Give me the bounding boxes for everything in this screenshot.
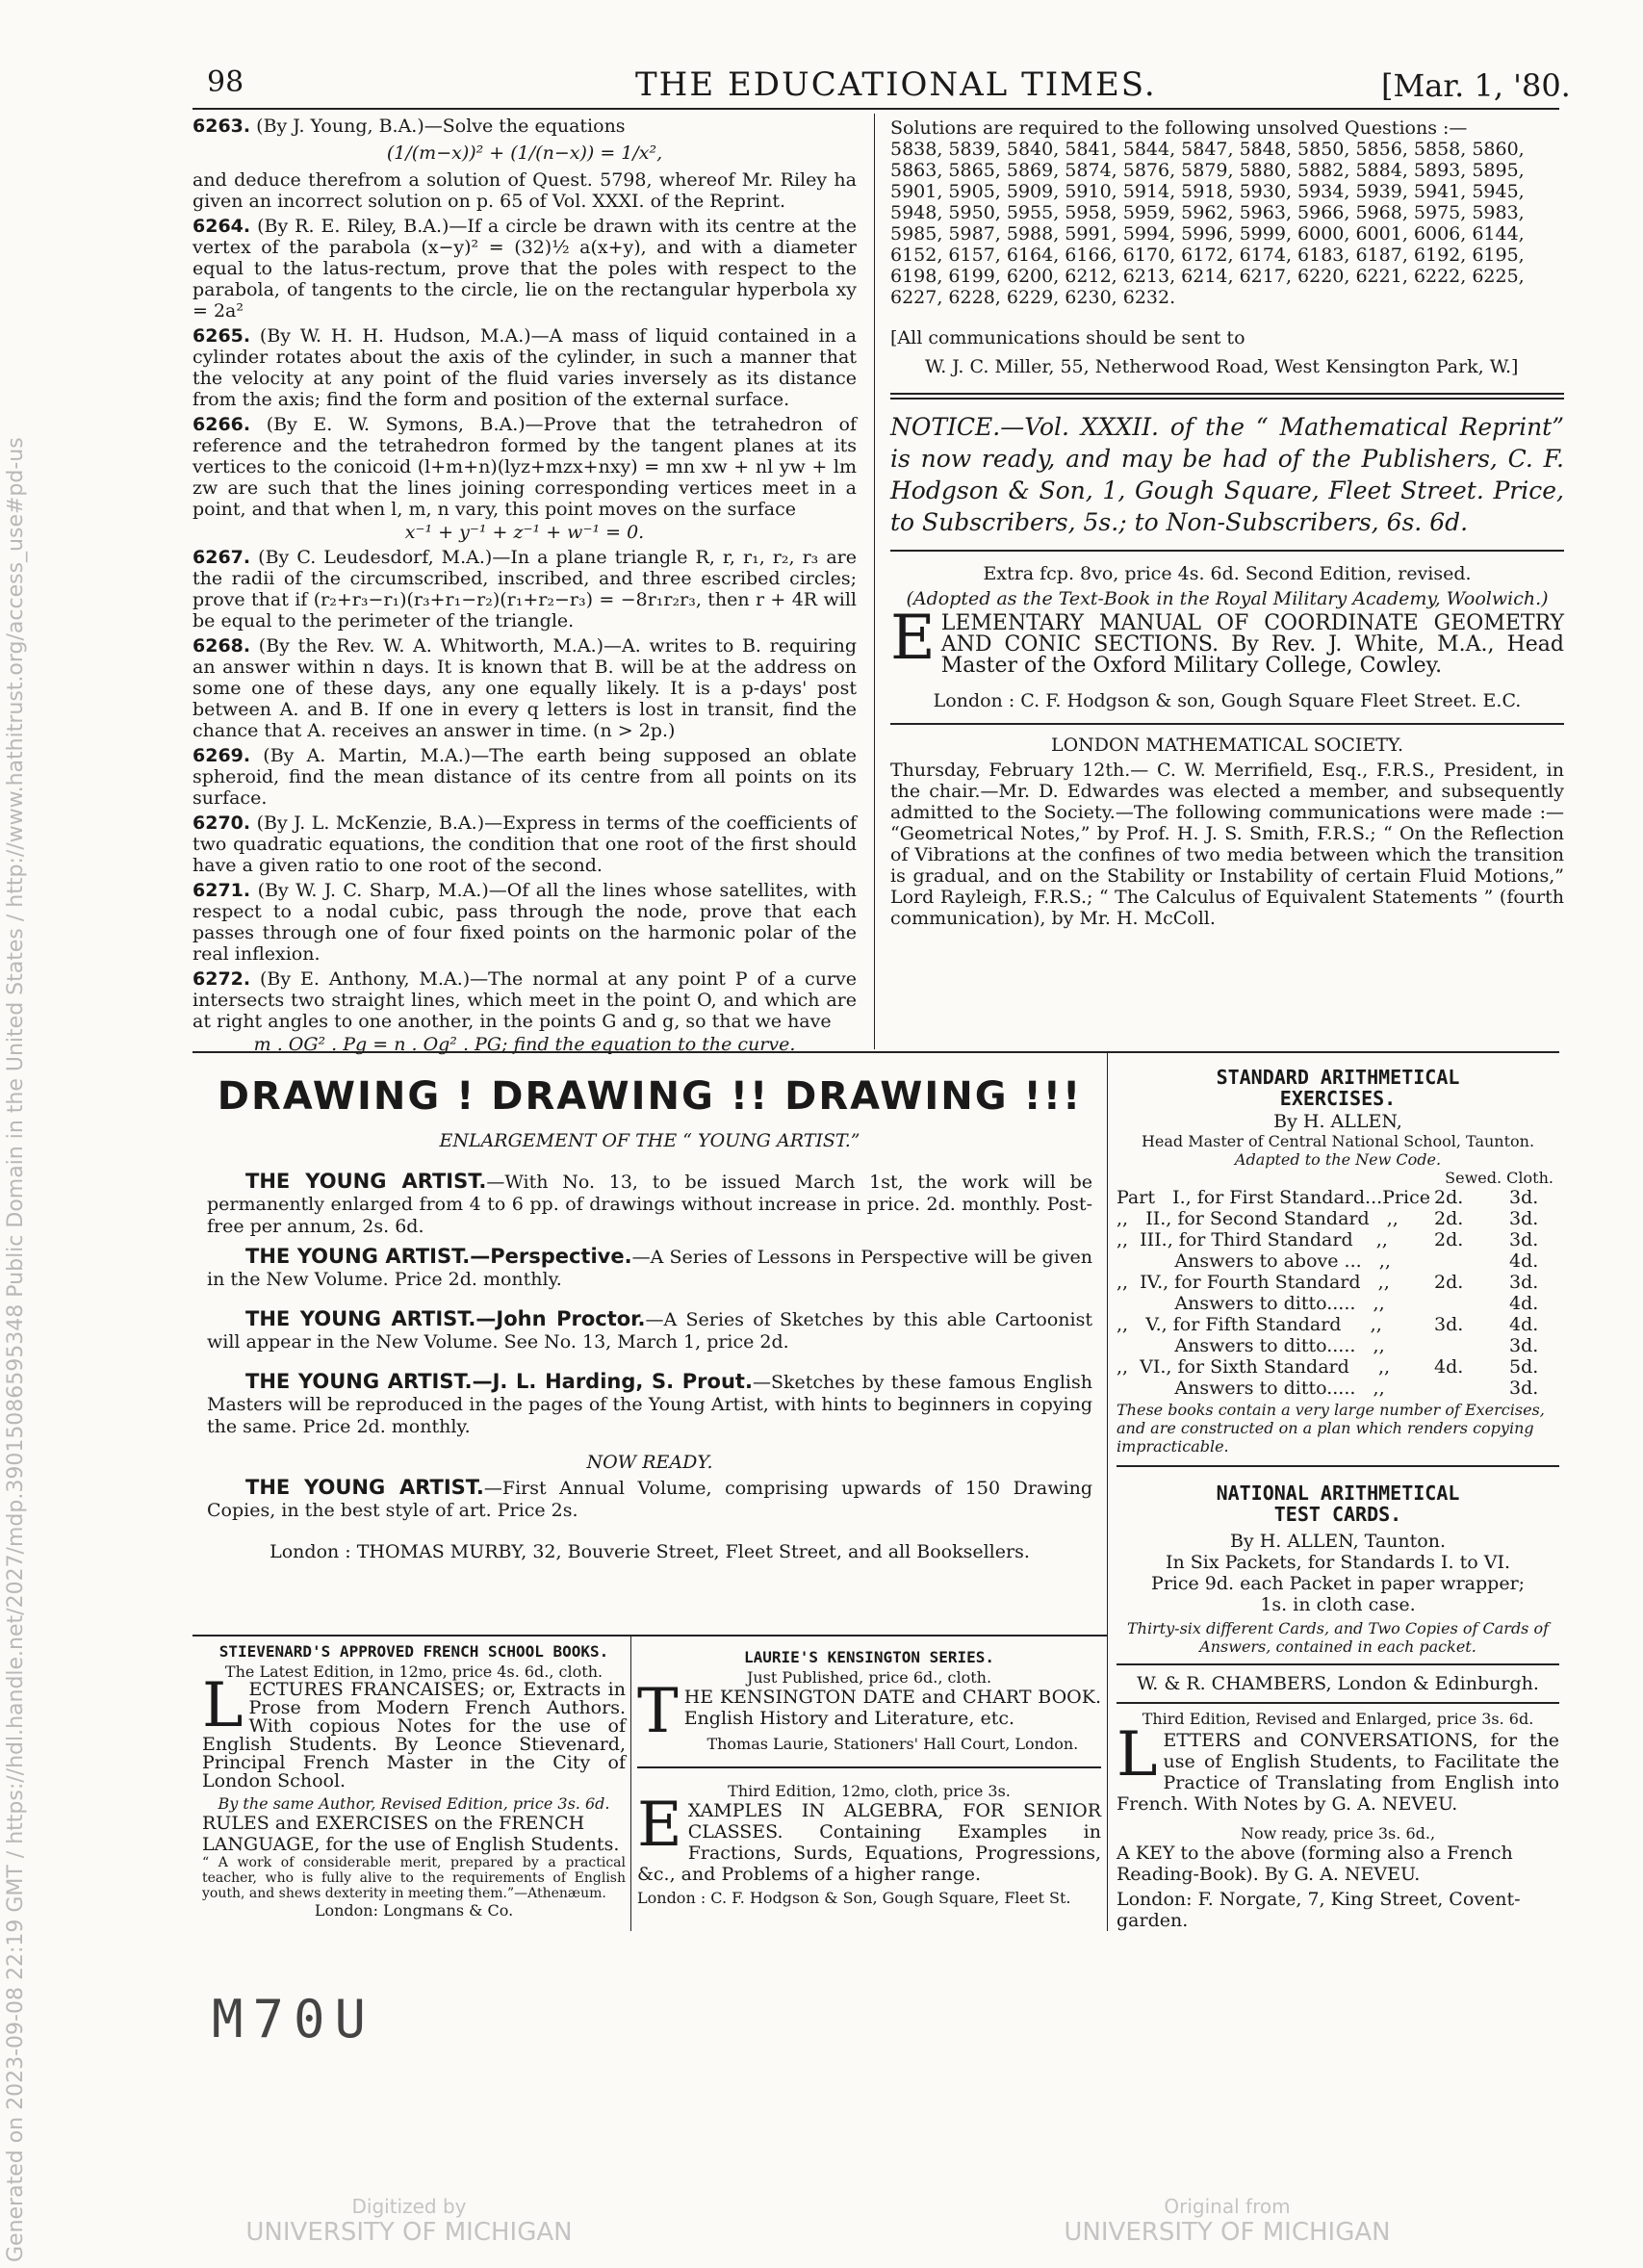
section-rule — [890, 723, 1564, 725]
standard-title: STANDARD ARITHMETICAL — [1216, 1066, 1460, 1089]
section-rule — [890, 550, 1564, 552]
price-row — [1117, 1293, 1559, 1314]
unsolved-line: 5948, 5950, 5955, 5958, 5959, 5962, 5963, 5966, 5968, 5975, 5983, — [890, 202, 1525, 223]
price-cloth: 3d. — [1509, 1335, 1539, 1356]
question-6268: 6268. (By the Rev. W. A. Whitworth, M.A.)—A. writes to B. requiring an answer within n days. It is known that B. will be at the address on some one of these days, any one equally likely. It is a p-days' post between A. and B. If one in every q letters is lost in transit, find the chance that A. receives an answer in time. (n > 2p.) — [193, 635, 857, 741]
section-rule — [193, 1635, 1107, 1637]
drawing-ad — [207, 1067, 1092, 1562]
page-number: 98 — [207, 65, 244, 99]
price-table — [1117, 1187, 1559, 1399]
letters-publisher: London: F. Norgate, 7, King Street, Covent-garden. — [1117, 1889, 1521, 1931]
young-artist-item: THE YOUNG ARTIST.—J. L. Harding, S. Prout.—Sketches by these famous English Masters will be reproduced in the pages of the Young Artist, with hints to beginners in copying the same. Price 2d. monthly. — [207, 1370, 1092, 1437]
question-6269: 6269. (By A. Martin, M.A.)—The earth being supposed an oblate spheroid, find the mean distance of its centre from all points on its surface. — [193, 745, 857, 809]
question-6266: 6266. (By E. W. Symons, B.A.)—Prove that the tetrahedron of reference and the tetrahedron formed by the tangent planes at its vertices to the conicoid (l+m+n)(lyz+mzx+nxy) = mn xw + nl yw + lm zw are such that the lines joining corresponding vertices meet in a point, and that when l, m, n vary, this point moves on the surface — [193, 414, 857, 520]
national-title: TEST CARDS. — [1273, 1503, 1402, 1526]
questions-column — [193, 116, 857, 1055]
equation: x⁻¹ + y⁻¹ + z⁻¹ + w⁻¹ = 0. — [404, 522, 645, 543]
arithmetic-ad — [1117, 1067, 1559, 1931]
unsolved-line: 6152, 6157, 6164, 6166, 6170, 6172, 6174, 6183, 6187, 6192, 6195, — [890, 245, 1525, 266]
column-divider — [1107, 1053, 1108, 1931]
equation: (1/(m−x))² + (1/(n−x)) = 1/x², — [386, 142, 663, 164]
price-row-label: ,, VI., for Sixth Standard ,, — [1117, 1356, 1391, 1378]
question-6271: 6271. (By W. J. C. Sharp, M.A.)—Of all the lines whose satellites, with respect to a nodal cubic, pass through the node, prove that each passes through one of four fixed points on the harmonic polar of the real inflexion. — [193, 880, 858, 965]
issue-date: [Mar. 1, '80. — [1381, 67, 1571, 104]
key-price: Now ready, price 3s. 6d., — [1240, 1824, 1436, 1843]
price-row — [1117, 1250, 1559, 1272]
young-artist-item: THE YOUNG ARTIST.—With No. 13, to be issued March 1st, the work will be permanently enlarged from 4 to 6 pp. of drawings without increase in price. 2d. monthly. Post-free per annum, 2s. 6d. — [207, 1170, 1092, 1237]
section-rule — [193, 1051, 1559, 1053]
now-ready: NOW READY. — [586, 1452, 713, 1473]
letters-ad: LETTERS and CONVERSATIONS, for the use of English Students, to Facilitate the Practice of Translating from English into French. With Notes by G. A. NEVEU. — [1117, 1719, 1559, 1815]
unsolved-line: 5985, 5987, 5988, 5991, 5994, 5996, 5999, 6000, 6001, 6006, 6144, — [890, 223, 1525, 245]
question-6270: 6270. (By J. L. McKenzie, B.A.)—Express in terms of the coefficients of two quadratic equations, the condition that one root of the first should have a given ratio to one root of the second. — [193, 812, 857, 876]
price-cloth: 3d. — [1509, 1208, 1539, 1229]
header-rule — [193, 108, 1559, 110]
drop-cap: L — [1117, 1719, 1158, 1791]
right-column — [890, 117, 1564, 929]
section-rule — [1117, 1702, 1559, 1704]
laurie-ad — [637, 1648, 1101, 1907]
price-row-label: Answers to ditto..... ,, — [1117, 1293, 1385, 1314]
price-row-label: Answers to above ... ,, — [1117, 1250, 1391, 1272]
drop-cap: E — [637, 1790, 682, 1861]
young-artist-item: THE YOUNG ARTIST.—Perspective.—A Series of Lessons in Perspective will be given in the New Volume. Price 2d. monthly. — [207, 1245, 1092, 1290]
price-row — [1117, 1356, 1559, 1378]
young-artist-item: THE YOUNG ARTIST.—John Proctor.—A Series of Sketches by this able Cartoonist will appear in the New Volume. See No. 13, March 1, price 2d. — [207, 1307, 1093, 1353]
young-artist-item: THE YOUNG ARTIST.—First Annual Volume, comprising upwards of 150 Drawing Copies, in the best style of art. Price 2s. — [207, 1476, 1092, 1521]
algebra-publisher: London : C. F. Hodgson & Son, Gough Square, Fleet St. — [637, 1889, 1071, 1907]
national-note: Thirty-six different Cards, and Two Copies of Cards of Answers, contained in each packet. — [1126, 1619, 1550, 1656]
price-sewed: 2d. — [1434, 1272, 1464, 1293]
price-row — [1117, 1208, 1559, 1229]
column-divider — [874, 114, 875, 1049]
manual-edition: Extra fcp. 8vo, price 4s. 6d. Second Edition, revised. — [983, 563, 1472, 584]
question-6263-cont: and deduce therefrom a solution of Quest. 5798, whereof Mr. Riley ha given an incorrect solution on p. 65 of Vol. XXXI. of the Reprint. — [193, 169, 857, 212]
section-rule — [890, 398, 1564, 399]
stievenard-title: STIEVENARD'S APPROVED FRENCH SCHOOL BOOKS. — [218, 1642, 609, 1661]
unsolved-line: 6198, 6199, 6200, 6212, 6213, 6214, 6217, 6220, 6221, 6222, 6225, — [890, 266, 1525, 287]
section-rule — [1117, 1663, 1559, 1665]
national-packets: In Six Packets, for Standards I. to VI. — [1165, 1552, 1511, 1573]
drop-cap: T — [637, 1676, 679, 1747]
drawing-publisher: London : THOMAS MURBY, 32, Bouverie Street, Fleet Street, and all Booksellers. — [270, 1541, 1030, 1562]
price-sewed: 2d. — [1434, 1187, 1464, 1208]
stievenard-edition: The Latest Edition, in 12mo, price 4s. 6d., cloth. — [224, 1662, 603, 1681]
price-cloth: 3d. — [1509, 1229, 1539, 1250]
communications-address: W. J. C. Miller, 55, Netherwood Road, West Kensington Park, W.] — [925, 356, 1519, 377]
price-row-label: ,, III., for Third Standard ,, — [1117, 1229, 1388, 1250]
key-ad: A KEY to the above (forming also a French Reading-Book). By G. A. NEVEU. — [1117, 1843, 1513, 1885]
column-divider — [630, 1637, 631, 1931]
section-rule — [637, 1766, 1101, 1768]
drop-cap: E — [890, 603, 936, 674]
price-cloth: 4d. — [1509, 1293, 1539, 1314]
price-row-label: ,, II., for Second Standard ,, — [1117, 1208, 1399, 1229]
library-stamp: M70U — [212, 1989, 376, 2049]
price-row-label: Part I., for First Standard...Price — [1117, 1187, 1430, 1208]
price-row — [1117, 1187, 1559, 1208]
unsolved-line: 6227, 6228, 6229, 6230, 6232. — [890, 287, 1176, 308]
manual-ad: ELEMENTARY MANUAL OF COORDINATE GEOMETRY AND CONIC SECTIONS. By Rev. J. White, M.A., Head Master of the Oxford Military College, Cowley. — [890, 603, 1564, 678]
access-watermark: Generated on 2023-09-08 22:19 GMT / https://hdl.handle.net/2027/mdp.39015086595348 Public Domain in the United States / http://www.hathitrust.org/access_use#pd-us — [4, 437, 28, 2262]
equation: m . OG² . Pg = n . Og² . PG; find the equation to the curve. — [253, 1034, 796, 1055]
drop-cap: L — [202, 1670, 244, 1741]
price-cloth: 3d. — [1509, 1272, 1539, 1293]
standard-author: By H. ALLEN, — [1273, 1111, 1402, 1132]
question-6263: 6263. (By J. Young, B.A.)—Solve the equations — [193, 116, 626, 137]
unsolved-intro: Solutions are required to the following unsolved Questions :— — [890, 117, 1468, 139]
section-rule — [890, 393, 1564, 395]
standard-master: Head Master of Central National School, Taunton. — [1141, 1132, 1535, 1150]
standard-title: EXERCISES. — [1279, 1087, 1397, 1110]
price-row — [1117, 1272, 1559, 1293]
drawing-subheading: ENLARGEMENT OF THE “ YOUNG ARTIST.” — [439, 1130, 860, 1151]
notice: NOTICE.—Vol. XXXII. of the “ Mathematical Reprint” is now ready, and may be had of the Publishers, C. F. Hodgson & Son, 1, Gough Square, Fleet Street. Price, to Subscribers, 5s.; to Non-Subscribers, 6s. 6d. — [890, 413, 1564, 536]
laurie-title: LAURIE'S KENSINGTON SERIES. — [743, 1648, 995, 1666]
price-cloth: 4d. — [1509, 1250, 1539, 1272]
price-sewed: 3d. — [1434, 1314, 1464, 1335]
price-row-label: Answers to ditto..... ,, — [1117, 1378, 1385, 1399]
price-row — [1117, 1314, 1559, 1335]
question-6272: 6272. (By E. Anthony, M.A.)—The normal at any point P of a curve intersects two straight lines, which meet in the point O, and which are at right angles to one another, in the points G and g, so that we have — [193, 968, 857, 1032]
unsolved-line: 5901, 5905, 5909, 5910, 5914, 5918, 5930, 5934, 5939, 5941, 5945, — [890, 181, 1525, 202]
unsolved-line: 5863, 5865, 5869, 5874, 5876, 5879, 5880, 5882, 5884, 5893, 5895, — [890, 160, 1525, 181]
price-sewed: 2d. — [1434, 1208, 1464, 1229]
manual-publisher: London : C. F. Hodgson & son, Gough Square Fleet Street. E.C. — [933, 690, 1522, 711]
stievenard-ad — [202, 1642, 626, 1920]
same-author: By the same Author, Revised Edition, price 3s. 6d. — [218, 1794, 610, 1813]
lms-title: LONDON MATHEMATICAL SOCIETY. — [1050, 735, 1404, 756]
journal-title: THE EDUCATIONAL TIMES. — [635, 65, 1157, 104]
kensington-ad: THE KENSINGTON DATE and CHART BOOK. English History and Literature, etc. — [637, 1676, 1101, 1747]
athenaeum-quote: “ A work of considerable merit, prepared by a practical teacher, who is fully alive to the requirements of English youth, and shews dexterity in meeting them.”—Athenæum. — [202, 1855, 626, 1901]
rules-ad: RULES and EXERCISES on the FRENCH LANGUAGE, for the use of English Students. — [202, 1813, 620, 1855]
national-price: 1s. in cloth case. — [1260, 1594, 1416, 1615]
price-row — [1117, 1378, 1559, 1399]
section-rule — [1117, 1465, 1559, 1467]
question-6265: 6265. (By W. H. H. Hudson, M.A.)—A mass of liquid contained in a cylinder rotates about the axis of the cylinder, in such a manner that the velocity at any point of the fluid varies inversely as its distance from the axis; find the form and position of the external surface. — [193, 325, 857, 410]
price-cloth: 5d. — [1509, 1356, 1539, 1378]
price-sewed: 4d. — [1434, 1356, 1464, 1378]
national-price: Price 9d. each Packet in paper wrapper; — [1150, 1573, 1526, 1594]
original-from: Original from UNIVERSITY OF MICHIGAN — [1064, 2195, 1391, 2247]
manual-adopted: (Adopted as the Text-Book in the Royal Military Academy, Woolwich.) — [906, 588, 1549, 609]
question-6267: 6267. (By C. Leudesdorf, M.A.)—In a plane triangle R, r, r₁, r₂, r₃ are the radii of the circumscribed, inscribed, and three escribed circles; prove that if (r₂+r₃−r₁)(r₃+r₁−r₂)(r₁+r₂−r₃) = −8r₁r₂r₃, then r + 4R will be equal to the perimeter of the triangle. — [193, 547, 858, 631]
laurie-publisher: Thomas Laurie, Stationers' Hall Court, London. — [706, 1735, 1079, 1753]
lms-body: Thursday, February 12th.— C. W. Merrifield, Esq., F.R.S., President, in the chair.—Mr. D. Edwardes was elected a member, and subsequently admitted to the Society.—The following communications were made :— “Geometrical Notes,” by Prof. H. J. S. Smith, F.R.S.; “ On the Reflection of Vibrations at the confines of two media between which the transition is gradual, and on the Stability or Instability of certain Fluid Motions,” Lord Rayleigh, F.R.S.; “ The Calculus of Equivalent Statements ” (fourth communication), by Mr. H. McColl. — [890, 760, 1564, 929]
price-row — [1117, 1229, 1559, 1250]
lectures-ad: LECTURES FRANCAISES; or, Extracts in Prose from Modern French Authors. With copious Notes for the use of English Students. By Leonce Stievenard, Principal French Master in the City of London School. — [202, 1670, 626, 1791]
algebra-edition: Third Edition, 12mo, cloth, price 3s. — [728, 1782, 1011, 1800]
stievenard-publisher: London: Longmans & Co. — [314, 1901, 514, 1920]
price-row — [1117, 1335, 1559, 1356]
unsolved-line: 5838, 5839, 5840, 5841, 5844, 5847, 5848, 5850, 5856, 5858, 5860, — [890, 139, 1525, 160]
price-sewed: 2d. — [1434, 1229, 1464, 1250]
national-author: By H. ALLEN, Taunton. — [1229, 1531, 1447, 1552]
price-columns-header: Sewed. Cloth. — [1445, 1169, 1553, 1187]
communications-note: [All communications should be sent to — [890, 327, 1245, 348]
price-row-label: Answers to ditto..... ,, — [1117, 1335, 1385, 1356]
laurie-pub: Just Published, price 6d., cloth. — [746, 1668, 992, 1687]
algebra-ad: EXAMPLES IN ALGEBRA, FOR SENIOR CLASSES. Containing Examples in Fractions, Surds, Equations, Progressions, &c., and Problems of a higher range. — [637, 1790, 1101, 1885]
national-title: NATIONAL ARITHMETICAL — [1216, 1482, 1460, 1505]
price-row-label: ,, IV., for Fourth Standard ,, — [1117, 1272, 1390, 1293]
question-6264: 6264. (By R. E. Riley, B.A.)—If a circle be drawn with its centre at the vertex of the parabola (x−y)² = (32)½ a(x+y), and with a diameter equal to the latus-rectum, prove that the poles with respect to the parabola, of tangents to the circle, lie on the rectangular hyperbola xy = 2a² — [193, 216, 857, 322]
price-cloth: 3d. — [1509, 1378, 1539, 1399]
standard-adapted: Adapted to the New Code. — [1234, 1150, 1442, 1169]
letters-edition: Third Edition, Revised and Enlarged, price 3s. 6d. — [1142, 1710, 1534, 1728]
price-cloth: 3d. — [1509, 1187, 1539, 1208]
standard-note: These books contain a very large number of Exercises, and are constructed on a plan which renders copying impracticable. — [1117, 1401, 1545, 1456]
drawing-headline: DRAWING ! DRAWING !! DRAWING !!! — [217, 1074, 1083, 1119]
digitized-by: Digitized by UNIVERSITY OF MICHIGAN — [245, 2195, 573, 2247]
price-cloth: 4d. — [1509, 1314, 1539, 1335]
national-publisher: W. & R. CHAMBERS, London & Edinburgh. — [1137, 1673, 1539, 1694]
price-row-label: ,, V., for Fifth Standard ,, — [1117, 1314, 1382, 1335]
